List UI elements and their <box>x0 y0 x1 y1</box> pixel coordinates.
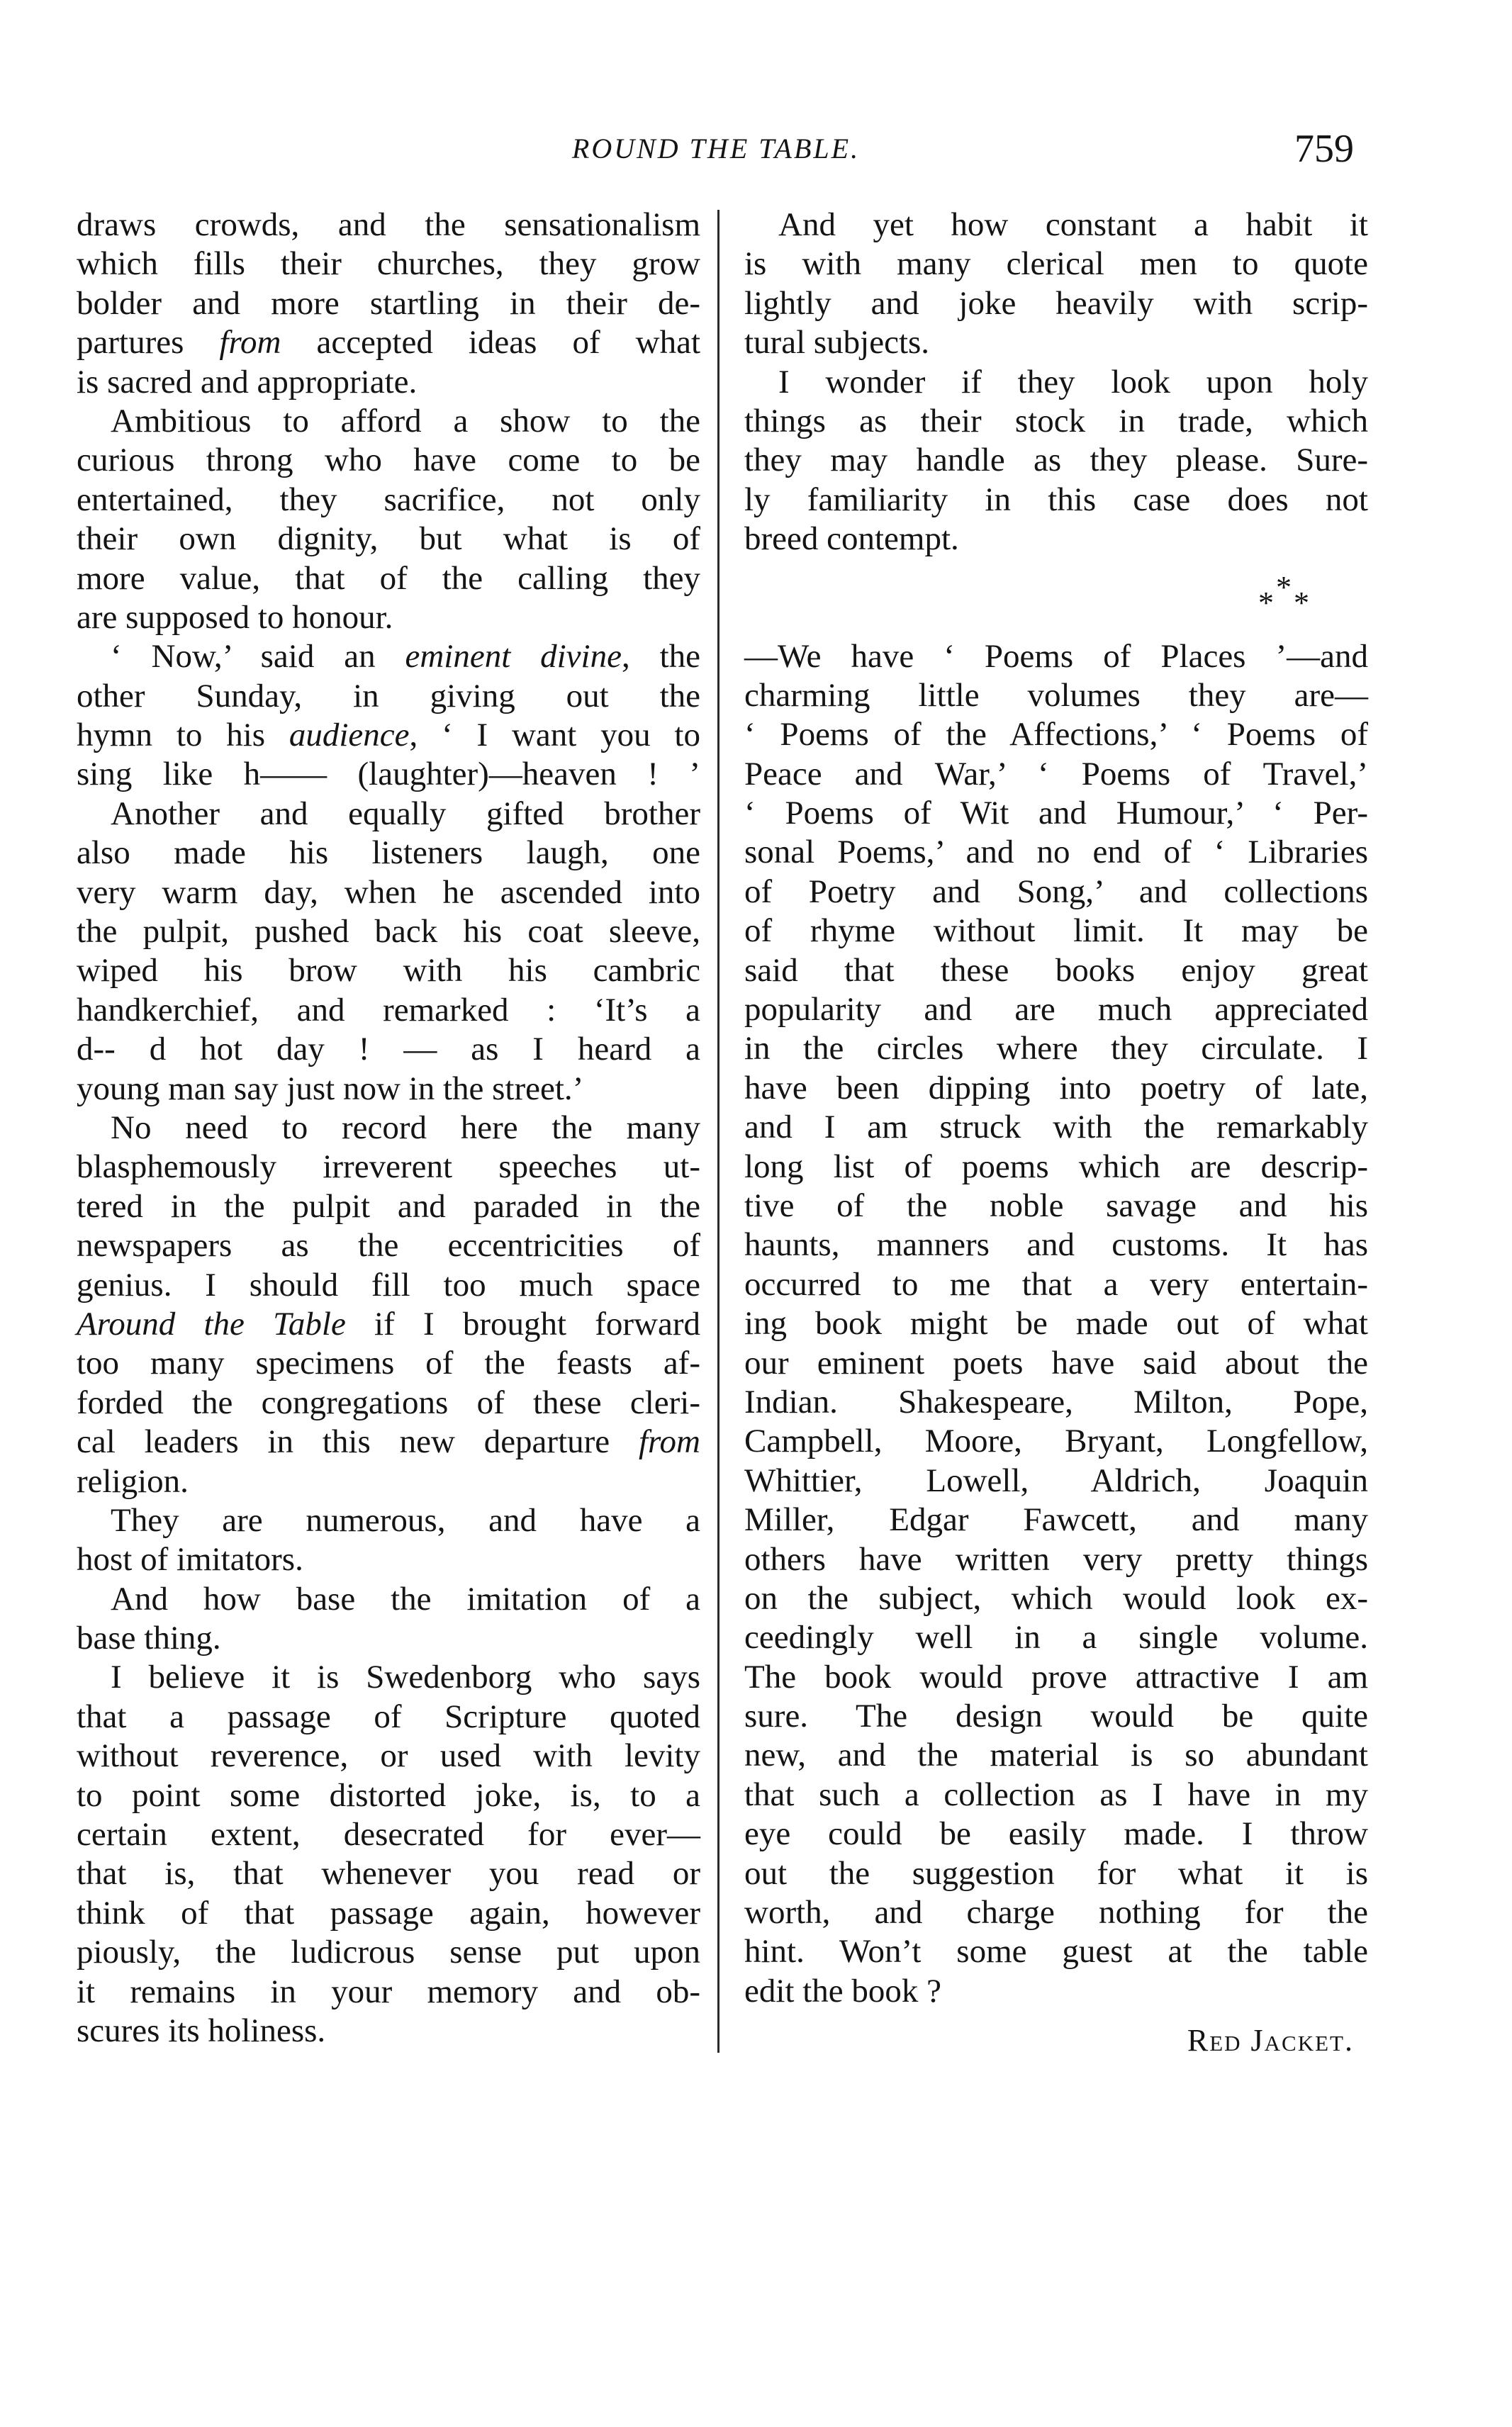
text-line: piously, the ludicrous sense put upon <box>77 1934 700 1971</box>
text-line: cal leaders in this new departure from <box>77 1423 700 1461</box>
text-line: wiped his brow with his cambric <box>77 952 700 990</box>
text-line: genius. I should fill too much space <box>77 1266 700 1304</box>
text-line: ‘ Poems of the Affections,’ ‘ Poems of <box>744 716 1368 753</box>
text-line: Whittier, Lowell, Aldrich, Joaquin <box>744 1462 1368 1499</box>
text-line: certain extent, desecrated for ever— <box>77 1816 700 1854</box>
text-line: lightly and joke heavily with scrip- <box>744 284 1368 322</box>
text-line: Ambitious to afford a show to the <box>111 402 700 439</box>
text-line: bolder and more startling in their de- <box>77 284 700 322</box>
page-number: 759 <box>1294 127 1354 171</box>
text-line: of Poetry and Song,’ and collections <box>744 873 1368 910</box>
text-line: that is, that whenever you read or <box>77 1855 700 1893</box>
text-line: And yet how constant a habit it <box>778 206 1368 243</box>
text-line: which fills their churches, they grow <box>77 245 700 283</box>
text-line: —We have ‘ Poems of Places ’—and <box>744 637 1368 675</box>
text-line: newspapers as the eccentricities of <box>77 1227 700 1265</box>
text-line: and I am struck with the remarkably <box>744 1109 1368 1146</box>
text-line: sure. The design would be quite <box>744 1698 1368 1735</box>
text-line: ceedingly well in a single volume. <box>744 1619 1368 1657</box>
text-line: it remains in your memory and ob- <box>77 1973 700 2010</box>
text-line: sing like h—— (laughter)—heaven ! ’ <box>77 756 700 793</box>
text-line: without reverence, or used with levity <box>77 1737 700 1775</box>
text-line: things as their stock in trade, which <box>744 402 1368 439</box>
text-line: are supposed to honour. <box>77 598 393 636</box>
column-divider <box>717 210 719 2053</box>
text-line: religion. <box>77 1462 189 1500</box>
text-line: tered in the pulpit and paraded in the <box>77 1187 700 1225</box>
text-line: host of imitators. <box>77 1541 303 1579</box>
text-line: is sacred and appropriate. <box>77 363 418 400</box>
left-column <box>77 206 700 2051</box>
asterism-star: * <box>1258 585 1274 620</box>
asterism-star: * <box>1294 585 1309 620</box>
text-line: occurred to me that a very entertain- <box>744 1265 1368 1303</box>
text-line: more value, that of the calling they <box>77 559 700 597</box>
text-line: long list of poems which are descrip- <box>744 1148 1368 1185</box>
text-line: tural subjects. <box>744 324 930 361</box>
text-line: young man say just now in the street.’ <box>77 1070 584 1107</box>
text-line: very warm day, when he ascended into <box>77 873 700 911</box>
text-line: hint. Won’t some guest at the table <box>744 1933 1368 1971</box>
text-line: draws crowds, and the sensationalism <box>77 206 700 243</box>
text-line: sonal Poems,’ and no end of ‘ Libraries <box>744 834 1368 871</box>
text-line: out the suggestion for what it is <box>744 1854 1368 1892</box>
signature: Red Jacket. <box>1187 2023 1354 2058</box>
text-line: base thing. <box>77 1620 221 1657</box>
text-line: Another and equally gifted brother <box>111 795 700 832</box>
text-line: they may handle as they please. Sure- <box>744 442 1368 479</box>
text-line: Indian. Shakespeare, Milton, Pope, <box>744 1383 1368 1420</box>
text-line: too many specimens of the feasts af- <box>77 1345 700 1382</box>
right-column-bottom-text <box>744 637 1368 2012</box>
text-line: breed contempt. <box>744 520 959 558</box>
text-line: ing book might be made out of what <box>744 1305 1368 1343</box>
right-column <box>744 206 1368 2063</box>
text-line: edit the book ? <box>744 1972 942 2010</box>
text-line: curious throng who have come to be <box>77 442 700 479</box>
text-line: hymn to his audience, ‘ I want you to <box>77 717 700 754</box>
text-line: They are numerous, and have a <box>111 1501 700 1539</box>
text-line: charming little volumes they are— <box>744 676 1368 714</box>
text-line: partures from accepted ideas of what <box>77 324 700 361</box>
text-line: blasphemously irreverent speeches ut- <box>77 1148 700 1186</box>
text-line: also made his listeners laugh, one <box>77 834 700 872</box>
text-line: ‘ Now,’ said an eminent divine, the <box>111 638 701 676</box>
asterism-star: * <box>1276 569 1292 605</box>
text-line: ly familiarity in this case does not <box>744 481 1368 518</box>
text-line: entertained, they sacrifice, not only <box>77 481 700 518</box>
text-line: I wonder if they look upon holy <box>778 363 1368 400</box>
text-line: I believe it is Swedenborg who says <box>111 1659 700 1696</box>
text-line: that a passage of Scripture quoted <box>77 1698 700 1735</box>
text-line: worth, and charge nothing for the <box>744 1894 1368 1932</box>
text-line: new, and the material is so abundant <box>744 1737 1368 1774</box>
text-line: tive of the noble savage and his <box>744 1187 1368 1224</box>
text-line: Campbell, Moore, Bryant, Longfellow, <box>744 1423 1368 1460</box>
text-line: in the circles where they circulate. I <box>744 1030 1368 1067</box>
text-line: No need to record here the many <box>111 1109 700 1146</box>
text-line: d-- d hot day ! — as I heard a <box>77 1031 700 1068</box>
text-line: popularity and are much appreciated <box>744 991 1368 1028</box>
text-line: others have written very pretty things <box>744 1540 1368 1578</box>
text-line: Miller, Edgar Fawcett, and many <box>744 1501 1368 1539</box>
text-line: on the subject, which would look ex- <box>744 1579 1368 1617</box>
asterism <box>744 559 1368 637</box>
text-line: think of that passage again, however <box>77 1894 700 1932</box>
text-line: our eminent poets have said about the <box>744 1344 1368 1381</box>
text-line: eye could be easily made. I throw <box>744 1815 1368 1853</box>
text-line: have been dipping into poetry of late, <box>744 1069 1368 1106</box>
text-line: the pulpit, pushed back his coat sleeve, <box>77 913 700 951</box>
text-line: And how base the imitation of a <box>111 1580 700 1618</box>
text-line: to point some distorted joke, is, to a <box>77 1776 700 1814</box>
text-line: haunts, manners and customs. It has <box>744 1226 1368 1264</box>
text-line: scures its holiness. <box>77 2012 326 2049</box>
text-line: that such a collection as I have in my <box>744 1776 1368 1813</box>
text-line: forded the congregations of these cleri- <box>77 1384 700 1421</box>
right-column-top-text <box>744 206 1368 559</box>
text-line: Around the Table if I brought forward <box>77 1305 701 1343</box>
text-line: Peace and War,’ ‘ Poems of Travel,’ <box>744 755 1368 792</box>
text-line: their own dignity, but what is of <box>77 520 700 558</box>
text-line: ‘ Poems of Wit and Humour,’ ‘ Per- <box>744 795 1368 832</box>
text-line: other Sunday, in giving out the <box>77 677 700 714</box>
text-line: The book would prove attractive I am <box>744 1658 1368 1695</box>
text-line: of rhyme without limit. It may be <box>744 912 1368 950</box>
text-line: said that these books enjoy great <box>744 951 1368 989</box>
running-title: ROUND THE TABLE. <box>571 133 861 164</box>
text-line: is with many clerical men to quote <box>744 245 1368 283</box>
text-line: handkerchief, and remarked : ‘It’s a <box>77 991 700 1028</box>
